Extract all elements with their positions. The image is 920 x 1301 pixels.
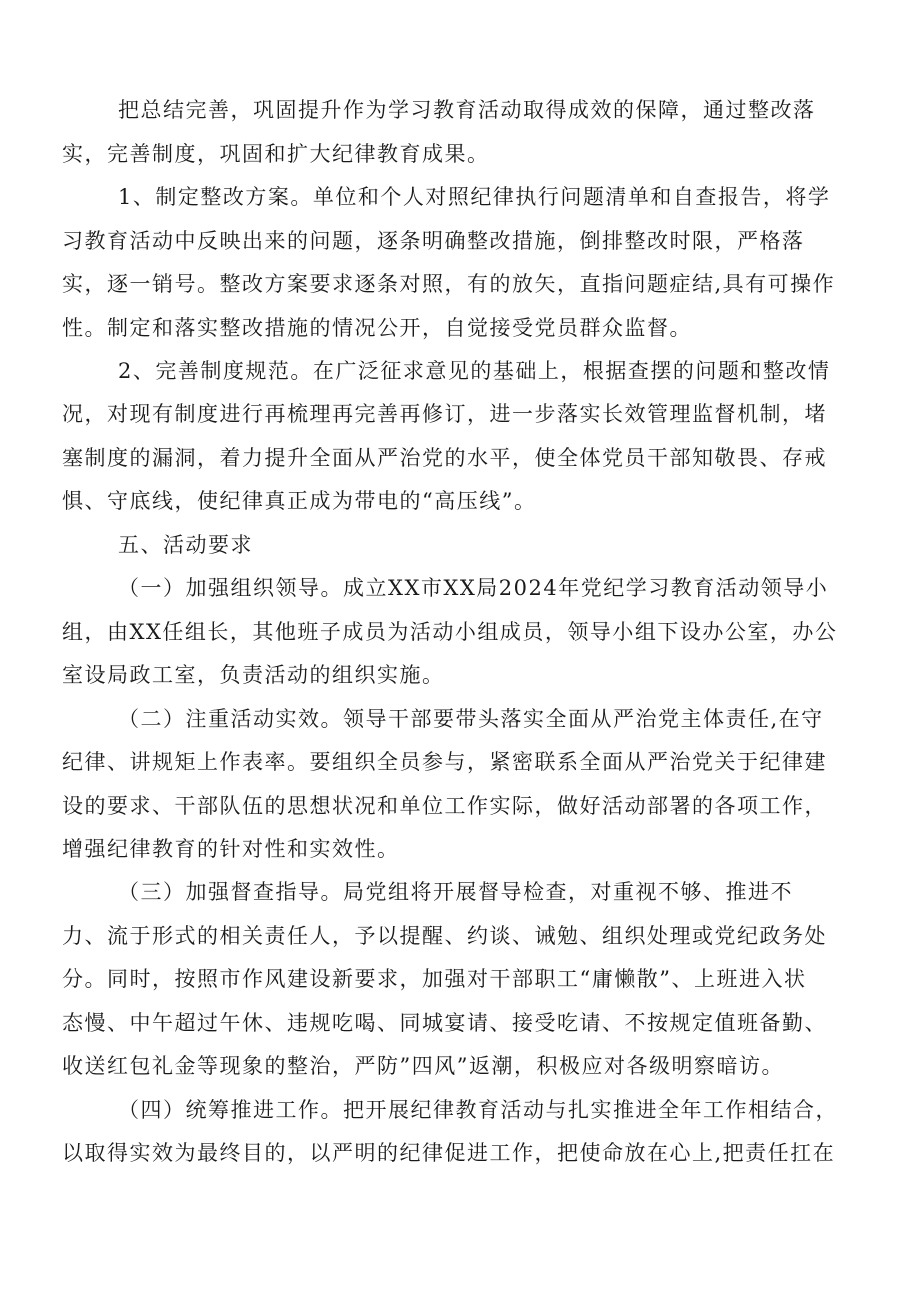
text-line-22: 态慢、中午超过午休、违规吃喝、同城宴请、接受吃请、不按规定值班备勤、 [62, 1011, 827, 1035]
text-line-2: 实，完善制度，巩固和扩大纪律教育成果。 [62, 142, 490, 166]
text-line-23: 收送红包礼金等现象的整治，严防”四风”返潮，积极应对各级明察暗访。 [62, 1054, 784, 1078]
text-line-6: 性。制定和落实整改措施的情况公开，自觉接受党员群众监督。 [62, 316, 692, 340]
text-line-9: 塞制度的漏洞，着力提升全面从严治党的水平，使全体党员干部知敬畏、存戒 [62, 446, 827, 470]
text-line-8: 况，对现有制度进行再梳理再完善再修订，进一步落实长效管理监督机制，堵 [62, 402, 827, 426]
text-line-21: 分。同时，按照市作风建设新要求，加强对干部职工“庸懒散”、上班进入状 [62, 967, 807, 991]
text-line-17: 设的要求、干部队伍的思想状况和单位工作实际，做好活动部署的各项工作， [62, 794, 827, 818]
text-line-25: 以取得实效为最终目的，以严明的纪律促进工作，把使命放在心上,把责任扛在 [62, 1141, 836, 1165]
text-line-15: （二）注重活动实效。领导干部要带头落实全面从严治党主体责任,在守 [118, 707, 824, 731]
text-line-12: （一）加强组织领导。成立XX市XX局2024年党纪学习教育活动领导小 [118, 576, 829, 600]
text-line-13: 组，由XX任组长，其他班子成员为活动小组成员，领导小组下设办公室，办公 [62, 620, 838, 644]
text-line-20: 力、流于形式的相关责任人，予以提醒、约谈、诫勉、组织处理或党纪政务处 [62, 924, 827, 948]
text-line-7: 2、完善制度规范。在广泛征求意见的基础上，根据查摆的问题和整改情 [118, 359, 831, 383]
text-line-1: 把总结完善，巩固提升作为学习教育活动取得成效的保障，通过整改落 [118, 98, 816, 122]
text-line-16: 纪律、讲规矩上作表率。要组织全员参与，紧密联系全面从严治党关于纪律建 [62, 750, 827, 774]
text-line-24: （四）统筹推进工作。把开展纪律教育活动与扎实推进全年工作相结合， [118, 1098, 838, 1122]
section-heading: 五、活动要求 [118, 533, 253, 557]
text-line-10: 惧、守底线，使纪律真正成为带电的“高压线”。 [62, 489, 537, 513]
text-line-18: 增强纪律教育的针对性和实效性。 [62, 837, 400, 861]
text-line-5: 实，逐一销号。整改方案要求逐条对照，有的放矢，直指问题症结,具有可操作 [62, 272, 836, 296]
text-line-19: （三）加强督查指导。局党组将开展督导检查，对重视不够、推进不 [118, 880, 793, 904]
text-line-14: 室设局政工室，负责活动的组织实施。 [62, 663, 445, 687]
text-line-3: 1、制定整改方案。单位和个人对照纪律执行问题清单和自查报告，将学 [118, 185, 831, 209]
text-line-4: 习教育活动中反映出来的问题，逐条明确整改措施，倒排整改时限，严格落 [62, 229, 805, 253]
